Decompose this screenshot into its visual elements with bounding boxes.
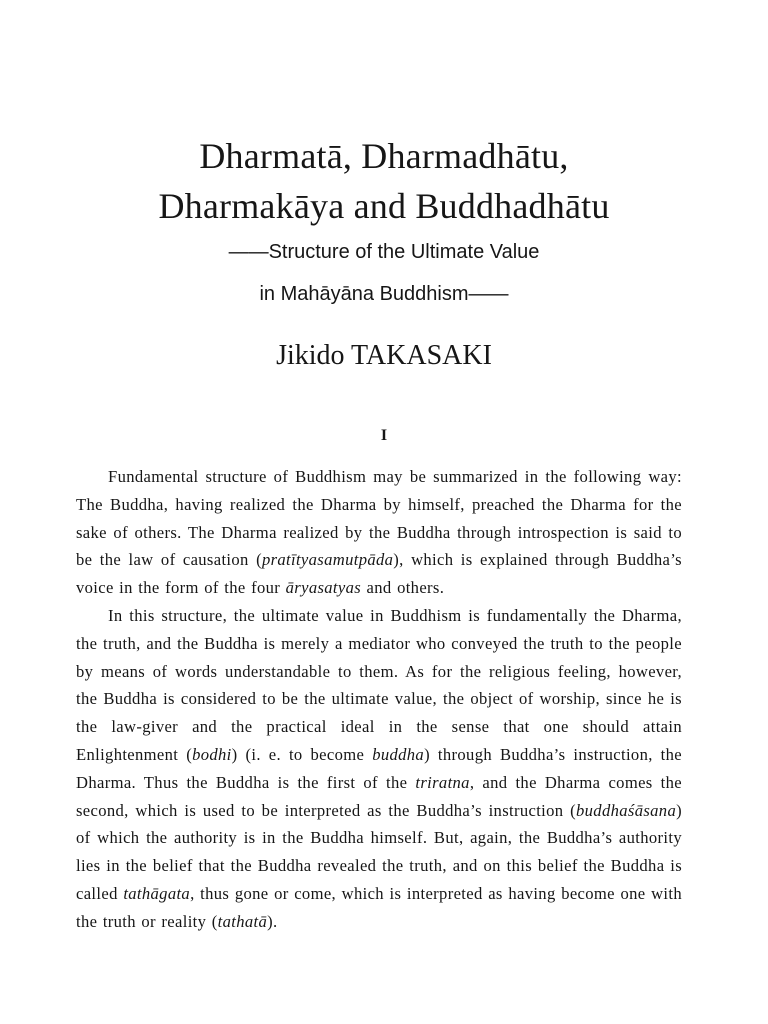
paragraph-text: ) of which the authority is in the Buddha himself. But, again, the Buddha’s authority lies in the belief that the Buddha revealed the truth, and on this belief the Buddha is called (76, 800, 682, 903)
paragraph-text: ), which is explained through Buddha’s voice in the form of the four (76, 550, 682, 598)
italic-term: buddha (372, 744, 425, 764)
author-name: Jikido TAKASAKI (276, 340, 492, 371)
paragraph-text: Fundamental structure of Buddhism may be summarized in the following way: The Buddha, having realized the Dharma by himself, preached the Dharma for the sake of others. The Dharma realized by the Buddha through introspection is said to be the law of causation ( (76, 467, 682, 570)
italic-term: āryasatyas (285, 578, 362, 598)
paragraph-text: ). (267, 911, 278, 931)
paragraph-text: In this structure, the ultimate value in Buddhism is fundamentally the Dharma, the truth, and the Buddha is merely a mediator who conveyed the truth to the people by means of words understandable to them. As for the religious feeling, however, the Buddha is considered to be the ultimate value, the object of worship, since he is the law-giver and the practical ideal in the sense that one should attain Enlightenment ( (76, 605, 682, 764)
paragraph-text: ) through Buddha’s instruction, the Dharma. Thus the Buddha is the first of the (76, 744, 682, 792)
title-line-1: Dharmatā, Dharmadhātu, (199, 136, 569, 176)
paragraph-text: and others. (361, 578, 445, 598)
italic-term: tathatā (217, 911, 268, 931)
italic-term: triratna (415, 772, 470, 792)
section-number: I (380, 427, 388, 444)
paragraph-text: , thus gone or come, which is interpreted as having become one with the truth or reality ( (76, 883, 682, 931)
subtitle-line-1: ——Structure of the Ultimate Value (228, 241, 540, 263)
italic-term: tathāgata (123, 883, 191, 903)
subtitle-line-2: in Mahāyāna Buddhism—— (259, 283, 509, 305)
italic-term: bodhi (192, 744, 232, 764)
title-line-2: Dharmakāya and Buddhadhātu (158, 186, 610, 226)
paragraph-2 (76, 602, 682, 936)
body-text (76, 463, 682, 936)
paragraph-1 (76, 463, 682, 602)
paragraph-text: , and the Dharma comes the second, which is used to be interpreted as the Buddha’s instruction ( (76, 772, 682, 820)
italic-term: buddhaśāsana (576, 800, 677, 820)
italic-term: pratītyasamutpāda (261, 550, 394, 570)
paragraph-text: ) (i. e. to become (231, 744, 373, 764)
